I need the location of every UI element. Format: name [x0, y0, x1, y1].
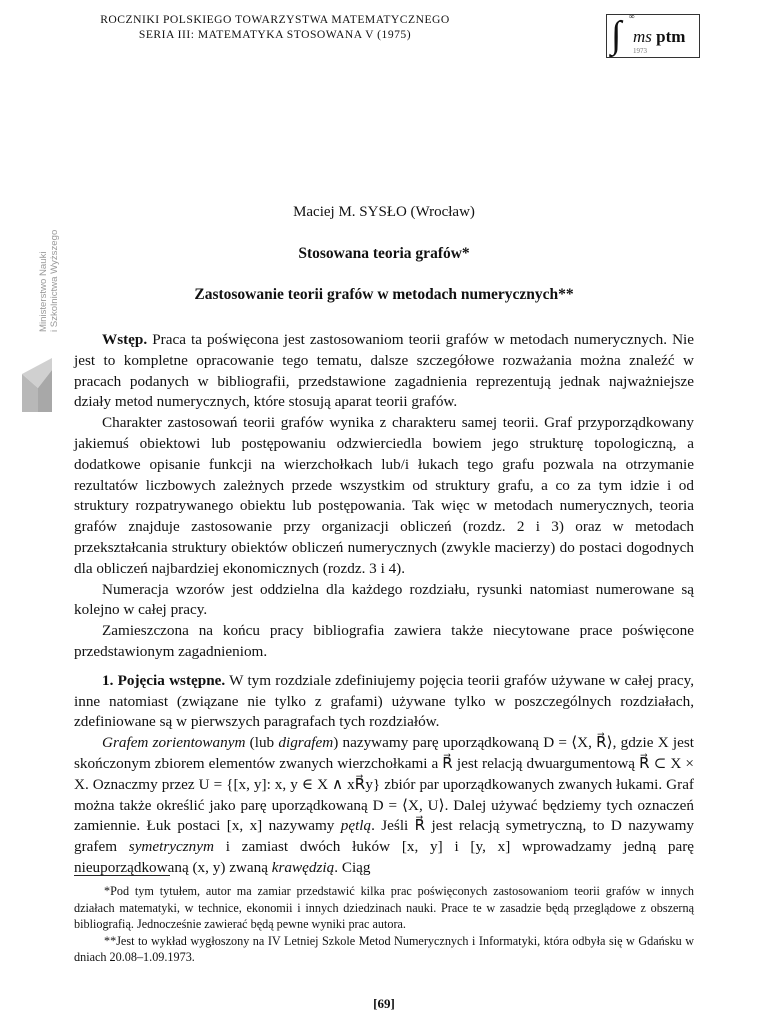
author-line: Maciej M. SYSŁO (Wrocław) — [293, 204, 475, 220]
journal-series: SERIA III: MATEMATYKA STOSOWANA V (1975) — [138, 28, 412, 41]
footnote-2: **Jest to wykład wygłoszony na IV Letniej Szkole Metod Numerycznych i Informatyki, która odbyła się w Gdańsku w dniach 20.08–1.09.1973. — [74, 933, 694, 965]
logo-year: 1973 — [633, 47, 647, 55]
footnote-divider — [74, 875, 170, 876]
intro-lead: Wstęp. — [102, 331, 148, 348]
page-number: [69] — [373, 996, 395, 1011]
section1-paragraph-2: Grafem zorientowanym (lub digrafem) nazywamy parę uporządkowaną D = ⟨X, R⃗⟩, gdzie X jest skończonym zbiorem elementów zwanych wierzchołkami a R⃗ jest relacją dwuargumentową R⃗ ⊂ X × X. Oznaczmy przez U = {[x, y]: x, y ∈ X ∧ xR⃗y} zbiór par uporządkowanych zwanych łukami. Graf można także określić jako parę uporządkowaną D = ⟨X, U⟩. Dalej używać będziemy tych oznaczeń zamiennie. Łuk postaci [x, x] nazywamy pętlą. Jeśli R⃗ jest relacją symetryczną, to D nazywamy grafem symetrycznym i zamiast dwóch łuków [x, y] i [y, x] wprowadzamy jedną parę nieuporządkowaną (x, y) zwaną krawędzią. Ciąg — [74, 734, 695, 876]
infinity-icon: ∞ — [629, 12, 635, 21]
section1-heading: 1. Pojęcia wstępne. — [102, 671, 226, 689]
paper-subtitle: Zastosowanie teorii grafów w metodach numerycznych** — [194, 286, 574, 303]
ptm-logo — [606, 14, 700, 58]
paper-title: Stosowana teoria grafów* — [298, 245, 470, 262]
intro-paragraph-1: Wstęp. Praca ta poświęcona jest zastosowaniom teorii grafów w metodach numerycznych. Nie jest to kompletne opracowanie tego tematu, dalsze szczegółowe rozważania można znaleźć w pracach podanych w bibliografii, przedstawione zagadnienia reprezentują jednak najważniejsze działy metod numerycznych, które stosują aparat teorii grafów. — [74, 331, 695, 411]
integral-icon: ∫ — [611, 14, 622, 56]
logo-text: ms ptm — [633, 27, 686, 46]
section1-paragraph-1: 1. Pojęcia wstępne. W tym rozdziale zdefiniujemy pojęcia teorii grafów używane w całej pracy, inne natomiast (związane nie tylko z grafami) używane tylko w poszczególnych rozdziałach, zdefiniowane są w pierwszych paragrafach tych rozdziałów. — [74, 671, 694, 731]
article-body — [74, 330, 694, 879]
intro-paragraph-4: Zamieszczona na końcu pracy bibliografia zawiera także niecytowane prace poświęcone przedstawionym zagadnieniom. — [74, 622, 694, 660]
intro-paragraph-2: Charakter zastosowań teorii grafów wynika z charakteru samej teorii. Graf przyporządkowany jakiemuś obiektowi lub postępowaniu odzwierciedla bowiem jego strukturę topologiczną, a dodatkowe opisanie funkcji na wierzchołkach lub/i łukach tego grafu pozwala na otrzymanie rezultatów liczbowych zależnych przede wszystkim od struktury grafu, a co za tym idzie i od struktury rozpatrywanego obiektu lub postępowania. Tak więc w metodach numerycznych, teoria grafów znajduje zastosowanie przy organizacji obliczeń (rozdz. 2 i 3) oraz w metodach przekształcania struktury obiektów obliczeń numerycznych (zwykle macierzy) do postaci dogodnych dla obliczeń najbardziej ekonomicznych (rozdz. 3 i 4). — [74, 414, 694, 577]
ministry-watermark: Ministerstwo Nauki i Szkolnictwa Wyższego — [38, 229, 60, 332]
footnote-1: *Pod tym tytułem, autor ma zamiar przedstawić kilka prac poświęconych zastosowaniom teorii grafów w innych działach matematyki, w technice, ekonomii i innych dziedzinach nauki. Prace te w zasadzie będą przeglądowe z obszerną bibliografią. Jednocześnie zawierać będą pewne wyniki prac autora. — [74, 884, 694, 932]
journal-title: ROCZNIKI POLSKIEGO TOWARZYSTWA MATEMATYCZNEGO — [100, 13, 450, 26]
ministry-logo-icon — [16, 358, 56, 412]
footnotes — [74, 883, 694, 966]
intro-paragraph-3: Numeracja wzorów jest oddzielna dla każdego rozdziału, rysunki natomiast numerowane są kolejno w całej pracy. — [74, 580, 694, 619]
